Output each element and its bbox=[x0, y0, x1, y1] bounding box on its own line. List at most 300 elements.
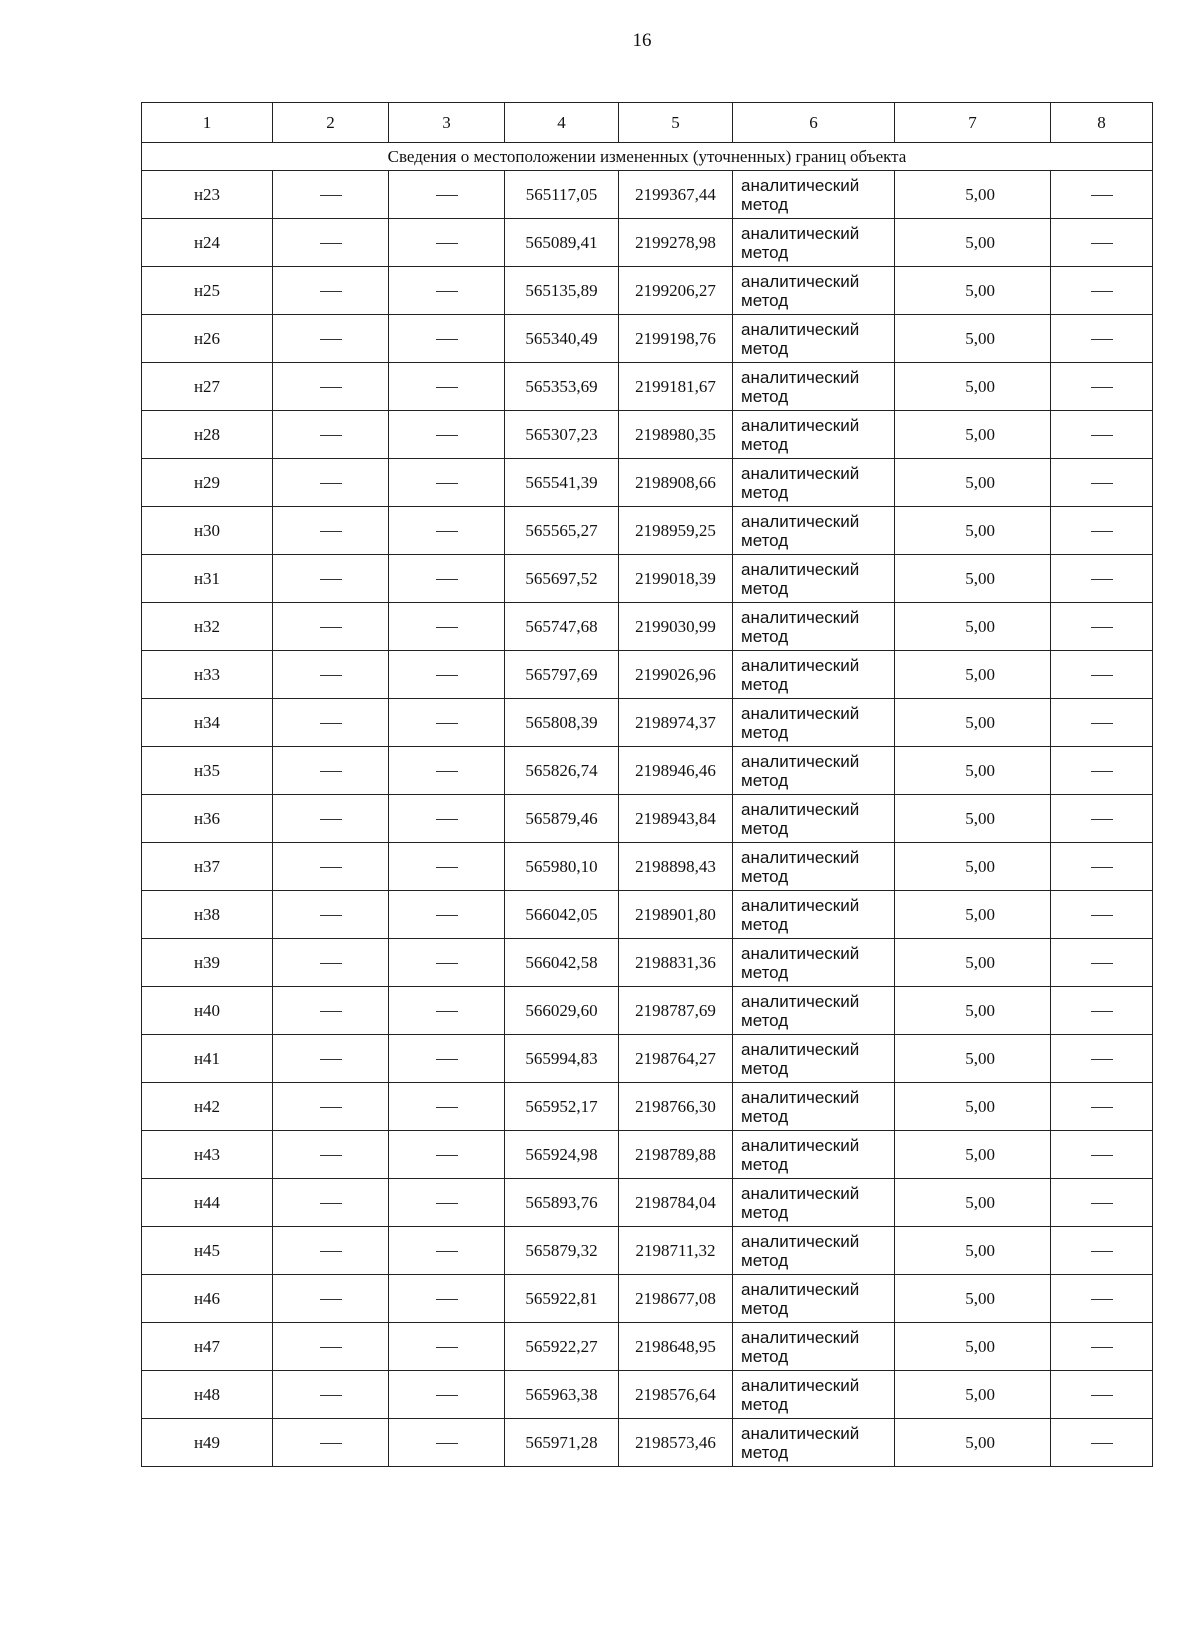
empty-col3-cell bbox=[389, 315, 505, 363]
empty-col2-cell bbox=[273, 267, 389, 315]
method-line1: аналитический bbox=[741, 175, 860, 195]
x-coordinate-cell: 566042,58 bbox=[505, 939, 619, 987]
empty-col3-cell bbox=[389, 843, 505, 891]
dash-mark bbox=[1091, 1443, 1113, 1444]
method-line2: метод bbox=[741, 1442, 789, 1462]
empty-col8-cell bbox=[1051, 555, 1153, 603]
point-name-cell: н25 bbox=[142, 267, 273, 315]
dash-mark bbox=[436, 723, 458, 724]
x-coordinate-cell: 565541,39 bbox=[505, 459, 619, 507]
empty-col3-cell bbox=[389, 1131, 505, 1179]
empty-col2-cell bbox=[273, 1323, 389, 1371]
point-name-cell: н24 bbox=[142, 219, 273, 267]
empty-col8-cell bbox=[1051, 315, 1153, 363]
empty-col3-cell bbox=[389, 555, 505, 603]
method-line2: метод bbox=[741, 866, 789, 886]
empty-col3-cell bbox=[389, 603, 505, 651]
point-name-cell: н44 bbox=[142, 1179, 273, 1227]
table-row bbox=[142, 987, 1153, 1035]
point-name-cell: н34 bbox=[142, 699, 273, 747]
method-cell bbox=[733, 1035, 895, 1083]
method-line1: аналитический bbox=[741, 1183, 860, 1203]
point-name-cell: н48 bbox=[142, 1371, 273, 1419]
method-cell bbox=[733, 219, 895, 267]
y-coordinate-cell: 2198789,88 bbox=[619, 1131, 733, 1179]
dash-mark bbox=[436, 1395, 458, 1396]
empty-col3-cell bbox=[389, 1083, 505, 1131]
table-row bbox=[142, 1371, 1153, 1419]
table-row bbox=[142, 363, 1153, 411]
empty-col2-cell bbox=[273, 1419, 389, 1467]
method-cell bbox=[733, 1179, 895, 1227]
dash-mark bbox=[1091, 1011, 1113, 1012]
empty-col2-cell bbox=[273, 1083, 389, 1131]
y-coordinate-cell: 2199198,76 bbox=[619, 315, 733, 363]
table-row bbox=[142, 1035, 1153, 1083]
dash-mark bbox=[320, 1299, 342, 1300]
dash-mark bbox=[320, 867, 342, 868]
dash-mark bbox=[320, 531, 342, 532]
empty-col3-cell bbox=[389, 1179, 505, 1227]
method-line2: метод bbox=[741, 674, 789, 694]
table-row bbox=[142, 747, 1153, 795]
accuracy-cell: 5,00 bbox=[895, 699, 1051, 747]
dash-mark bbox=[320, 675, 342, 676]
empty-col3-cell bbox=[389, 891, 505, 939]
accuracy-cell: 5,00 bbox=[895, 939, 1051, 987]
dash-mark bbox=[436, 1011, 458, 1012]
dash-mark bbox=[1091, 1251, 1113, 1252]
method-line1: аналитический bbox=[741, 511, 860, 531]
accuracy-cell: 5,00 bbox=[895, 315, 1051, 363]
point-name-cell: н33 bbox=[142, 651, 273, 699]
x-coordinate-cell: 565797,69 bbox=[505, 651, 619, 699]
accuracy-cell: 5,00 bbox=[895, 1371, 1051, 1419]
point-name-cell: н45 bbox=[142, 1227, 273, 1275]
dash-mark bbox=[1091, 435, 1113, 436]
x-coordinate-cell: 565747,68 bbox=[505, 603, 619, 651]
y-coordinate-cell: 2198677,08 bbox=[619, 1275, 733, 1323]
dash-mark bbox=[320, 915, 342, 916]
point-name-cell: н37 bbox=[142, 843, 273, 891]
accuracy-cell: 5,00 bbox=[895, 747, 1051, 795]
empty-col8-cell bbox=[1051, 891, 1153, 939]
dash-mark bbox=[436, 1155, 458, 1156]
coordinates-table bbox=[141, 102, 1153, 1467]
x-coordinate-cell: 565135,89 bbox=[505, 267, 619, 315]
header-row bbox=[142, 103, 1153, 143]
empty-col3-cell bbox=[389, 219, 505, 267]
method-cell bbox=[733, 891, 895, 939]
y-coordinate-cell: 2198576,64 bbox=[619, 1371, 733, 1419]
x-coordinate-cell: 565893,76 bbox=[505, 1179, 619, 1227]
point-name-cell: н26 bbox=[142, 315, 273, 363]
empty-col8-cell bbox=[1051, 411, 1153, 459]
method-cell bbox=[733, 747, 895, 795]
empty-col8-cell bbox=[1051, 603, 1153, 651]
accuracy-cell: 5,00 bbox=[895, 1275, 1051, 1323]
empty-col8-cell bbox=[1051, 171, 1153, 219]
dash-mark bbox=[436, 531, 458, 532]
accuracy-cell: 5,00 bbox=[895, 1179, 1051, 1227]
table-row bbox=[142, 315, 1153, 363]
empty-col2-cell bbox=[273, 1275, 389, 1323]
dash-mark bbox=[436, 1443, 458, 1444]
x-coordinate-cell: 565879,32 bbox=[505, 1227, 619, 1275]
dash-mark bbox=[436, 675, 458, 676]
x-coordinate-cell: 565808,39 bbox=[505, 699, 619, 747]
x-coordinate-cell: 565952,17 bbox=[505, 1083, 619, 1131]
accuracy-cell: 5,00 bbox=[895, 1083, 1051, 1131]
y-coordinate-cell: 2198946,46 bbox=[619, 747, 733, 795]
empty-col8-cell bbox=[1051, 747, 1153, 795]
y-coordinate-cell: 2198974,37 bbox=[619, 699, 733, 747]
empty-col2-cell bbox=[273, 1131, 389, 1179]
dash-mark bbox=[1091, 963, 1113, 964]
method-line1: аналитический bbox=[741, 895, 860, 915]
empty-col8-cell bbox=[1051, 1131, 1153, 1179]
point-name-cell: н42 bbox=[142, 1083, 273, 1131]
table-row bbox=[142, 1323, 1153, 1371]
point-name-cell: н49 bbox=[142, 1419, 273, 1467]
method-cell bbox=[733, 939, 895, 987]
table-row bbox=[142, 1419, 1153, 1467]
point-name-cell: н35 bbox=[142, 747, 273, 795]
accuracy-cell: 5,00 bbox=[895, 507, 1051, 555]
dash-mark bbox=[436, 579, 458, 580]
x-coordinate-cell: 565117,05 bbox=[505, 171, 619, 219]
point-name-cell: н36 bbox=[142, 795, 273, 843]
empty-col8-cell bbox=[1051, 651, 1153, 699]
method-line2: метод bbox=[741, 482, 789, 502]
dash-mark bbox=[320, 1251, 342, 1252]
empty-col2-cell bbox=[273, 843, 389, 891]
accuracy-cell: 5,00 bbox=[895, 411, 1051, 459]
dash-mark bbox=[1091, 1155, 1113, 1156]
accuracy-cell: 5,00 bbox=[895, 171, 1051, 219]
method-line1: аналитический bbox=[741, 463, 860, 483]
x-coordinate-cell: 565697,52 bbox=[505, 555, 619, 603]
column-header-5: 5 bbox=[619, 103, 733, 143]
method-cell bbox=[733, 507, 895, 555]
method-cell bbox=[733, 1083, 895, 1131]
method-line2: метод bbox=[741, 386, 789, 406]
dash-mark bbox=[320, 1395, 342, 1396]
empty-col3-cell bbox=[389, 1227, 505, 1275]
accuracy-cell: 5,00 bbox=[895, 1419, 1051, 1467]
dash-mark bbox=[320, 387, 342, 388]
dash-mark bbox=[320, 483, 342, 484]
dash-mark bbox=[1091, 1059, 1113, 1060]
dash-mark bbox=[1091, 771, 1113, 772]
point-name-cell: н27 bbox=[142, 363, 273, 411]
y-coordinate-cell: 2199206,27 bbox=[619, 267, 733, 315]
method-line1: аналитический bbox=[741, 943, 860, 963]
method-line1: аналитический bbox=[741, 655, 860, 675]
x-coordinate-cell: 566029,60 bbox=[505, 987, 619, 1035]
accuracy-cell: 5,00 bbox=[895, 1035, 1051, 1083]
empty-col8-cell bbox=[1051, 795, 1153, 843]
y-coordinate-cell: 2198573,46 bbox=[619, 1419, 733, 1467]
column-header-2: 2 bbox=[273, 103, 389, 143]
dash-mark bbox=[320, 435, 342, 436]
method-line2: метод bbox=[741, 1010, 789, 1030]
method-line1: аналитический bbox=[741, 703, 860, 723]
dash-mark bbox=[1091, 1395, 1113, 1396]
method-cell bbox=[733, 1131, 895, 1179]
empty-col8-cell bbox=[1051, 1323, 1153, 1371]
column-header-8: 8 bbox=[1051, 103, 1153, 143]
dash-mark bbox=[436, 867, 458, 868]
method-line1: аналитический bbox=[741, 1231, 860, 1251]
empty-col2-cell bbox=[273, 747, 389, 795]
x-coordinate-cell: 565340,49 bbox=[505, 315, 619, 363]
x-coordinate-cell: 565994,83 bbox=[505, 1035, 619, 1083]
empty-col8-cell bbox=[1051, 1419, 1153, 1467]
dash-mark bbox=[1091, 1347, 1113, 1348]
y-coordinate-cell: 2198648,95 bbox=[619, 1323, 733, 1371]
empty-col8-cell bbox=[1051, 1179, 1153, 1227]
point-name-cell: н30 bbox=[142, 507, 273, 555]
empty-col8-cell bbox=[1051, 699, 1153, 747]
x-coordinate-cell: 565980,10 bbox=[505, 843, 619, 891]
accuracy-cell: 5,00 bbox=[895, 987, 1051, 1035]
dash-mark bbox=[436, 819, 458, 820]
empty-col8-cell bbox=[1051, 1083, 1153, 1131]
method-line1: аналитический bbox=[741, 367, 860, 387]
dash-mark bbox=[1091, 531, 1113, 532]
method-line2: метод bbox=[741, 914, 789, 934]
dash-mark bbox=[436, 963, 458, 964]
accuracy-cell: 5,00 bbox=[895, 459, 1051, 507]
method-line2: метод bbox=[741, 290, 789, 310]
empty-col2-cell bbox=[273, 459, 389, 507]
dash-mark bbox=[436, 243, 458, 244]
y-coordinate-cell: 2198766,30 bbox=[619, 1083, 733, 1131]
method-line1: аналитический bbox=[741, 1279, 860, 1299]
method-line1: аналитический bbox=[741, 1087, 860, 1107]
empty-col8-cell bbox=[1051, 1275, 1153, 1323]
table-row bbox=[142, 603, 1153, 651]
table-row bbox=[142, 171, 1153, 219]
empty-col2-cell bbox=[273, 507, 389, 555]
y-coordinate-cell: 2199278,98 bbox=[619, 219, 733, 267]
dash-mark bbox=[436, 1299, 458, 1300]
point-name-cell: н47 bbox=[142, 1323, 273, 1371]
x-coordinate-cell: 565922,27 bbox=[505, 1323, 619, 1371]
point-name-cell: н39 bbox=[142, 939, 273, 987]
method-line2: метод bbox=[741, 1250, 789, 1270]
dash-mark bbox=[436, 339, 458, 340]
y-coordinate-cell: 2199018,39 bbox=[619, 555, 733, 603]
x-coordinate-cell: 565565,27 bbox=[505, 507, 619, 555]
dash-mark bbox=[436, 435, 458, 436]
column-header-6: 6 bbox=[733, 103, 895, 143]
point-name-cell: н32 bbox=[142, 603, 273, 651]
dash-mark bbox=[320, 723, 342, 724]
empty-col3-cell bbox=[389, 1323, 505, 1371]
dash-mark bbox=[320, 579, 342, 580]
y-coordinate-cell: 2198831,36 bbox=[619, 939, 733, 987]
empty-col3-cell bbox=[389, 507, 505, 555]
x-coordinate-cell: 565922,81 bbox=[505, 1275, 619, 1323]
table-row bbox=[142, 891, 1153, 939]
method-line2: метод bbox=[741, 1202, 789, 1222]
empty-col8-cell bbox=[1051, 1227, 1153, 1275]
accuracy-cell: 5,00 bbox=[895, 1323, 1051, 1371]
dash-mark bbox=[436, 387, 458, 388]
accuracy-cell: 5,00 bbox=[895, 267, 1051, 315]
dash-mark bbox=[1091, 195, 1113, 196]
method-line2: метод bbox=[741, 1154, 789, 1174]
method-line1: аналитический bbox=[741, 751, 860, 771]
column-header-4: 4 bbox=[505, 103, 619, 143]
dash-mark bbox=[1091, 291, 1113, 292]
empty-col3-cell bbox=[389, 171, 505, 219]
dash-mark bbox=[320, 339, 342, 340]
method-cell bbox=[733, 987, 895, 1035]
empty-col2-cell bbox=[273, 603, 389, 651]
table-row bbox=[142, 555, 1153, 603]
dash-mark bbox=[436, 915, 458, 916]
empty-col3-cell bbox=[389, 267, 505, 315]
empty-col2-cell bbox=[273, 363, 389, 411]
y-coordinate-cell: 2199030,99 bbox=[619, 603, 733, 651]
method-cell bbox=[733, 1275, 895, 1323]
dash-mark bbox=[436, 1251, 458, 1252]
empty-col3-cell bbox=[389, 1035, 505, 1083]
x-coordinate-cell: 566042,05 bbox=[505, 891, 619, 939]
table-row bbox=[142, 699, 1153, 747]
x-coordinate-cell: 565924,98 bbox=[505, 1131, 619, 1179]
table-row bbox=[142, 795, 1153, 843]
accuracy-cell: 5,00 bbox=[895, 651, 1051, 699]
dash-mark bbox=[320, 1059, 342, 1060]
y-coordinate-cell: 2198943,84 bbox=[619, 795, 733, 843]
section-title: Сведения о местоположении измененных (уточненных) границ объекта bbox=[142, 143, 1153, 171]
dash-mark bbox=[320, 819, 342, 820]
dash-mark bbox=[436, 771, 458, 772]
dash-mark bbox=[320, 771, 342, 772]
point-name-cell: н46 bbox=[142, 1275, 273, 1323]
empty-col2-cell bbox=[273, 1179, 389, 1227]
method-line1: аналитический bbox=[741, 559, 860, 579]
empty-col2-cell bbox=[273, 219, 389, 267]
empty-col3-cell bbox=[389, 459, 505, 507]
method-line2: метод bbox=[741, 242, 789, 262]
dash-mark bbox=[1091, 579, 1113, 580]
point-name-cell: н43 bbox=[142, 1131, 273, 1179]
method-cell bbox=[733, 411, 895, 459]
method-line1: аналитический bbox=[741, 1375, 860, 1395]
dash-mark bbox=[1091, 483, 1113, 484]
accuracy-cell: 5,00 bbox=[895, 891, 1051, 939]
method-line1: аналитический bbox=[741, 415, 860, 435]
method-cell bbox=[733, 555, 895, 603]
empty-col8-cell bbox=[1051, 363, 1153, 411]
dash-mark bbox=[436, 1059, 458, 1060]
method-line2: метод bbox=[741, 530, 789, 550]
accuracy-cell: 5,00 bbox=[895, 555, 1051, 603]
y-coordinate-cell: 2198898,43 bbox=[619, 843, 733, 891]
dash-mark bbox=[1091, 723, 1113, 724]
x-coordinate-cell: 565879,46 bbox=[505, 795, 619, 843]
y-coordinate-cell: 2198764,27 bbox=[619, 1035, 733, 1083]
dash-mark bbox=[320, 627, 342, 628]
accuracy-cell: 5,00 bbox=[895, 603, 1051, 651]
x-coordinate-cell: 565353,69 bbox=[505, 363, 619, 411]
dash-mark bbox=[320, 1347, 342, 1348]
empty-col3-cell bbox=[389, 651, 505, 699]
method-line1: аналитический bbox=[741, 1135, 860, 1155]
empty-col8-cell bbox=[1051, 939, 1153, 987]
x-coordinate-cell: 565826,74 bbox=[505, 747, 619, 795]
method-line2: метод bbox=[741, 818, 789, 838]
table-row bbox=[142, 507, 1153, 555]
method-cell bbox=[733, 1323, 895, 1371]
method-cell bbox=[733, 603, 895, 651]
point-name-cell: н41 bbox=[142, 1035, 273, 1083]
empty-col8-cell bbox=[1051, 1371, 1153, 1419]
empty-col2-cell bbox=[273, 555, 389, 603]
point-name-cell: н38 bbox=[142, 891, 273, 939]
empty-col2-cell bbox=[273, 891, 389, 939]
method-line2: метод bbox=[741, 1346, 789, 1366]
empty-col8-cell bbox=[1051, 1035, 1153, 1083]
method-line2: метод bbox=[741, 626, 789, 646]
method-line1: аналитический bbox=[741, 223, 860, 243]
dash-mark bbox=[320, 1107, 342, 1108]
method-cell bbox=[733, 171, 895, 219]
dash-mark bbox=[436, 1203, 458, 1204]
dash-mark bbox=[320, 1443, 342, 1444]
y-coordinate-cell: 2199367,44 bbox=[619, 171, 733, 219]
method-line2: метод bbox=[741, 434, 789, 454]
table-row bbox=[142, 459, 1153, 507]
empty-col2-cell bbox=[273, 411, 389, 459]
dash-mark bbox=[436, 291, 458, 292]
method-line2: метод bbox=[741, 338, 789, 358]
method-line1: аналитический bbox=[741, 847, 860, 867]
table-row bbox=[142, 1179, 1153, 1227]
accuracy-cell: 5,00 bbox=[895, 1227, 1051, 1275]
column-header-7: 7 bbox=[895, 103, 1051, 143]
accuracy-cell: 5,00 bbox=[895, 363, 1051, 411]
y-coordinate-cell: 2198711,32 bbox=[619, 1227, 733, 1275]
empty-col3-cell bbox=[389, 411, 505, 459]
table-row bbox=[142, 411, 1153, 459]
method-cell bbox=[733, 267, 895, 315]
accuracy-cell: 5,00 bbox=[895, 843, 1051, 891]
method-cell bbox=[733, 843, 895, 891]
accuracy-cell: 5,00 bbox=[895, 1131, 1051, 1179]
empty-col3-cell bbox=[389, 699, 505, 747]
table-row bbox=[142, 843, 1153, 891]
table-row bbox=[142, 1275, 1153, 1323]
empty-col2-cell bbox=[273, 315, 389, 363]
y-coordinate-cell: 2199181,67 bbox=[619, 363, 733, 411]
x-coordinate-cell: 565971,28 bbox=[505, 1419, 619, 1467]
y-coordinate-cell: 2198908,66 bbox=[619, 459, 733, 507]
method-line1: аналитический bbox=[741, 607, 860, 627]
dash-mark bbox=[320, 195, 342, 196]
table-row bbox=[142, 219, 1153, 267]
point-name-cell: н31 bbox=[142, 555, 273, 603]
method-cell bbox=[733, 1371, 895, 1419]
dash-mark bbox=[320, 291, 342, 292]
empty-col2-cell bbox=[273, 987, 389, 1035]
empty-col3-cell bbox=[389, 795, 505, 843]
